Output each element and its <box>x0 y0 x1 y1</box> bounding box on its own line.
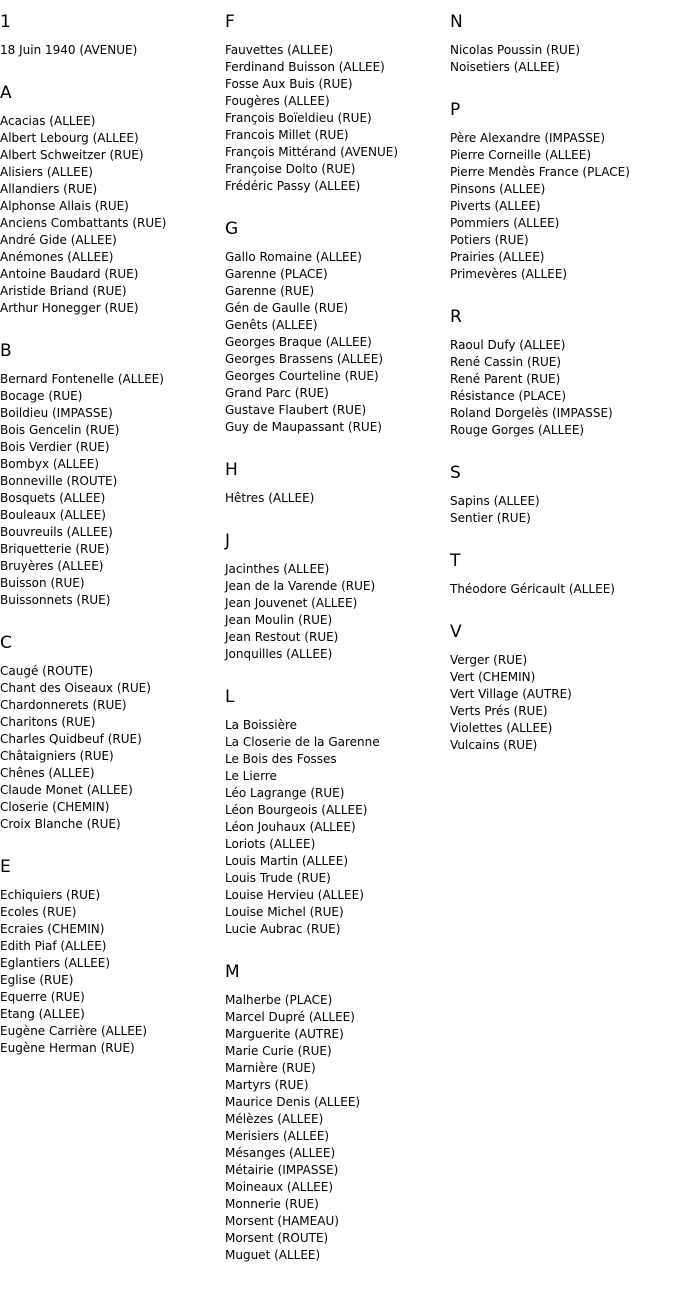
street-item[interactable]: Louis Trude (RUE) <box>225 871 331 885</box>
street-item[interactable]: Verts Prés (RUE) <box>450 704 548 718</box>
street-index-column-1 <box>0 0 222 1081</box>
street-item[interactable]: Raoul Dufy (ALLEE) <box>450 338 566 352</box>
street-item[interactable]: Antoine Baudard (RUE) <box>0 267 139 281</box>
street-item[interactable]: Vulcains (RUE) <box>450 738 538 752</box>
street-item[interactable]: Jean Moulin (RUE) <box>225 613 333 627</box>
street-item[interactable]: Charitons (RUE) <box>0 715 96 729</box>
letter-heading: G <box>225 219 239 239</box>
street-item[interactable]: Résistance (PLACE) <box>450 389 566 403</box>
street-item[interactable]: Anciens Combattants (RUE) <box>0 216 167 230</box>
street-item[interactable]: Mélèzes (ALLEE) <box>225 1112 324 1126</box>
street-item[interactable]: Etang (ALLEE) <box>0 1007 85 1021</box>
street-item[interactable]: Hêtres (ALLEE) <box>225 491 315 505</box>
street-item[interactable]: Bocage (RUE) <box>0 389 83 403</box>
street-item[interactable]: Closerie (CHEMIN) <box>0 800 110 814</box>
letter-section <box>450 307 675 439</box>
street-item[interactable]: Francois Millet (RUE) <box>225 128 349 142</box>
street-item[interactable]: Marguerite (AUTRE) <box>225 1027 344 1041</box>
letter-heading: E <box>0 857 11 877</box>
street-item[interactable]: Malherbe (PLACE) <box>225 993 333 1007</box>
letter-heading: N <box>450 12 463 32</box>
street-item[interactable]: Pierre Mendès France (PLACE) <box>450 165 630 179</box>
street-item[interactable]: Pierre Corneille (ALLEE) <box>450 148 592 162</box>
street-item[interactable]: Marcel Dupré (ALLEE) <box>225 1010 355 1024</box>
street-list <box>225 42 447 195</box>
street-item[interactable]: Monnerie (RUE) <box>225 1197 319 1211</box>
letter-heading: M <box>225 962 240 982</box>
street-list <box>225 717 447 938</box>
street-item[interactable]: Boildieu (IMPASSE) <box>0 406 113 420</box>
street-item[interactable]: Arthur Honegger (RUE) <box>0 301 139 315</box>
street-item[interactable]: Georges Courteline (RUE) <box>225 369 379 383</box>
letter-section <box>450 463 675 527</box>
letter-section <box>0 633 222 833</box>
letter-heading: V <box>450 622 462 642</box>
street-item[interactable]: Equerre (RUE) <box>0 990 85 1004</box>
street-item[interactable]: Ferdinand Buisson (ALLEE) <box>225 60 385 74</box>
street-item[interactable]: Claude Monet (ALLEE) <box>0 783 133 797</box>
street-item[interactable]: Bouvreuils (ALLEE) <box>0 525 113 539</box>
street-item[interactable]: Grand Parc (RUE) <box>225 386 329 400</box>
street-item[interactable]: Frédéric Passy (ALLEE) <box>225 179 361 193</box>
street-item[interactable]: Muguet (ALLEE) <box>225 1248 321 1262</box>
street-item[interactable]: Allandiers (RUE) <box>0 182 98 196</box>
street-item[interactable]: Ecoles (RUE) <box>0 905 77 919</box>
letter-heading: S <box>450 463 461 483</box>
street-item[interactable]: Verger (RUE) <box>450 653 528 667</box>
letter-section <box>0 341 222 609</box>
street-item[interactable]: Jean Jouvenet (ALLEE) <box>225 596 358 610</box>
street-item[interactable]: Le Bois des Fosses <box>225 752 337 766</box>
street-item[interactable]: Françoise Dolto (RUE) <box>225 162 356 176</box>
street-item[interactable]: Prairies (ALLEE) <box>450 250 545 264</box>
street-list <box>225 992 447 1264</box>
street-index-column-3 <box>450 0 675 778</box>
street-item[interactable]: Bernard Fontenelle (ALLEE) <box>0 372 164 386</box>
street-item[interactable]: Edith Piaf (ALLEE) <box>0 939 107 953</box>
street-item[interactable]: François Boïeldieu (RUE) <box>225 111 372 125</box>
street-item[interactable]: Sentier (RUE) <box>450 511 531 525</box>
letter-section <box>225 962 447 1264</box>
street-item[interactable]: Eglantiers (ALLEE) <box>0 956 111 970</box>
street-item[interactable]: Ecraies (CHEMIN) <box>0 922 105 936</box>
letter-section <box>0 83 222 317</box>
street-item[interactable]: Martyrs (RUE) <box>225 1078 309 1092</box>
street-item[interactable]: Garenne (RUE) <box>225 284 315 298</box>
street-item[interactable]: 18 Juin 1940 (AVENUE) <box>0 43 138 57</box>
street-item[interactable]: Alphonse Allais (RUE) <box>0 199 129 213</box>
street-item[interactable]: Le Lierre <box>225 769 277 783</box>
street-item[interactable]: Pommiers (ALLEE) <box>450 216 560 230</box>
street-item[interactable]: Violettes (ALLEE) <box>450 721 553 735</box>
street-item[interactable]: Chant des Oiseaux (RUE) <box>0 681 151 695</box>
street-item[interactable]: Marie Curie (RUE) <box>225 1044 332 1058</box>
street-list <box>0 371 222 609</box>
street-item[interactable]: Châtaigniers (RUE) <box>0 749 114 763</box>
street-item[interactable]: Bonneville (ROUTE) <box>0 474 118 488</box>
street-item[interactable]: Jean Restout (RUE) <box>225 630 339 644</box>
street-item[interactable]: Marnière (RUE) <box>225 1061 316 1075</box>
street-item[interactable]: Bouleaux (ALLEE) <box>0 508 106 522</box>
street-item[interactable]: Métairie (IMPASSE) <box>225 1163 339 1177</box>
letter-section <box>225 460 447 507</box>
street-item[interactable]: Jean de la Varende (RUE) <box>225 579 376 593</box>
street-item[interactable]: Buisson (RUE) <box>0 576 85 590</box>
street-item[interactable]: René Cassin (RUE) <box>450 355 562 369</box>
street-item[interactable]: François Mittérand (AVENUE) <box>225 145 399 159</box>
street-list <box>450 42 675 76</box>
street-item[interactable]: Théodore Géricault (ALLEE) <box>450 582 615 596</box>
street-item[interactable]: Caugé (ROUTE) <box>0 664 93 678</box>
street-item[interactable]: André Gide (ALLEE) <box>0 233 117 247</box>
letter-heading: L <box>225 687 235 707</box>
street-item[interactable]: Echiquiers (RUE) <box>0 888 101 902</box>
street-item[interactable]: Piverts (ALLEE) <box>450 199 541 213</box>
street-item[interactable]: René Parent (RUE) <box>450 372 561 386</box>
street-list <box>0 42 222 59</box>
street-item[interactable]: Sapins (ALLEE) <box>450 494 540 508</box>
street-item[interactable]: Louise Michel (RUE) <box>225 905 344 919</box>
street-item[interactable]: Briquetterie (RUE) <box>0 542 110 556</box>
street-item[interactable]: Merisiers (ALLEE) <box>225 1129 330 1143</box>
street-item[interactable]: Chardonnerets (RUE) <box>0 698 127 712</box>
street-list <box>0 887 222 1057</box>
street-item[interactable]: Albert Lebourg (ALLEE) <box>0 131 139 145</box>
street-list <box>225 249 447 436</box>
street-item[interactable]: Fosse Aux Buis (RUE) <box>225 77 353 91</box>
letter-section <box>225 219 447 436</box>
street-item[interactable]: Croix Blanche (RUE) <box>0 817 121 831</box>
letter-heading: R <box>450 307 462 327</box>
street-item[interactable]: Garenne (PLACE) <box>225 267 328 281</box>
street-list <box>0 113 222 317</box>
street-item[interactable]: Rouge Gorges (ALLEE) <box>450 423 585 437</box>
letter-heading: H <box>225 460 238 480</box>
street-item[interactable]: Vert (CHEMIN) <box>450 670 536 684</box>
street-item[interactable]: Aristide Briand (RUE) <box>0 284 127 298</box>
street-item[interactable]: Loriots (ALLEE) <box>225 837 316 851</box>
letter-section <box>450 622 675 754</box>
street-item[interactable]: Morsent (HAMEAU) <box>225 1214 339 1228</box>
street-item[interactable]: Pinsons (ALLEE) <box>450 182 546 196</box>
letter-section <box>225 12 447 195</box>
street-item[interactable]: Alisiers (ALLEE) <box>0 165 93 179</box>
street-item[interactable]: Chênes (ALLEE) <box>0 766 95 780</box>
street-item[interactable]: Jonquilles (ALLEE) <box>225 647 333 661</box>
street-list <box>450 337 675 439</box>
street-item[interactable]: Anémones (ALLEE) <box>0 250 114 264</box>
street-item[interactable]: Léon Jouhaux (ALLEE) <box>225 820 356 834</box>
street-item[interactable]: Acacias (ALLEE) <box>0 114 96 128</box>
street-item[interactable]: Charles Quidbeuf (RUE) <box>0 732 142 746</box>
street-item[interactable]: Eugène Herman (RUE) <box>0 1041 135 1055</box>
letter-heading: 1 <box>0 12 11 32</box>
letter-heading: T <box>450 551 461 571</box>
letter-heading: P <box>450 100 461 120</box>
street-item[interactable]: Bruyères (ALLEE) <box>0 559 104 573</box>
street-list <box>450 581 675 598</box>
street-item[interactable]: Gallo Romaine (ALLEE) <box>225 250 362 264</box>
street-item[interactable]: La Closerie de la Garenne <box>225 735 380 749</box>
street-item[interactable]: La Boissière <box>225 718 298 732</box>
street-item[interactable]: Fauvettes (ALLEE) <box>225 43 334 57</box>
street-item[interactable]: Guy de Maupassant (RUE) <box>225 420 382 434</box>
letter-section <box>0 12 222 59</box>
street-item[interactable]: Nicolas Poussin (RUE) <box>450 43 581 57</box>
street-item[interactable]: Georges Brassens (ALLEE) <box>225 352 383 366</box>
street-item[interactable]: Buissonnets (RUE) <box>0 593 111 607</box>
street-item[interactable]: Maurice Denis (ALLEE) <box>225 1095 361 1109</box>
street-item[interactable]: Mésanges (ALLEE) <box>225 1146 336 1160</box>
letter-heading: J <box>225 531 231 551</box>
street-item[interactable]: Eugène Carrière (ALLEE) <box>0 1024 148 1038</box>
street-item[interactable]: Léon Bourgeois (ALLEE) <box>225 803 368 817</box>
street-list <box>450 493 675 527</box>
street-item[interactable]: Genêts (ALLEE) <box>225 318 318 332</box>
street-item[interactable]: Lucie Aubrac (RUE) <box>225 922 341 936</box>
street-list <box>450 130 675 283</box>
street-item[interactable]: Bois Gencelin (RUE) <box>0 423 120 437</box>
street-list <box>225 561 447 663</box>
street-item[interactable]: Georges Braque (ALLEE) <box>225 335 372 349</box>
street-item[interactable]: Noisetiers (ALLEE) <box>450 60 560 74</box>
letter-heading: F <box>225 12 235 32</box>
street-item[interactable]: Morsent (ROUTE) <box>225 1231 329 1245</box>
street-item[interactable]: Potiers (RUE) <box>450 233 529 247</box>
street-item[interactable]: Bois Verdier (RUE) <box>0 440 110 454</box>
street-list <box>225 490 447 507</box>
street-item[interactable]: Albert Schweitzer (RUE) <box>0 148 144 162</box>
letter-section <box>0 857 222 1057</box>
street-item[interactable]: Primevères (ALLEE) <box>450 267 568 281</box>
street-item[interactable]: Bombyx (ALLEE) <box>0 457 100 471</box>
street-item[interactable]: Eglise (RUE) <box>0 973 74 987</box>
street-index-column-2 <box>225 0 447 1288</box>
street-item[interactable]: Gén de Gaulle (RUE) <box>225 301 349 315</box>
letter-section <box>450 551 675 598</box>
street-item[interactable]: Roland Dorgelès (IMPASSE) <box>450 406 613 420</box>
letter-heading: A <box>0 83 12 103</box>
street-item[interactable]: Jacinthes (ALLEE) <box>225 562 330 576</box>
letter-section <box>225 687 447 938</box>
letter-heading: C <box>0 633 12 653</box>
letter-heading: B <box>0 341 12 361</box>
street-item[interactable]: Gustave Flaubert (RUE) <box>225 403 367 417</box>
letter-section <box>450 100 675 283</box>
street-list <box>0 663 222 833</box>
street-item[interactable]: Moineaux (ALLEE) <box>225 1180 333 1194</box>
street-item[interactable]: Léo Lagrange (RUE) <box>225 786 345 800</box>
street-item[interactable]: Louise Hervieu (ALLEE) <box>225 888 364 902</box>
street-item[interactable]: Fougères (ALLEE) <box>225 94 330 108</box>
street-item[interactable]: Vert Village (AUTRE) <box>450 687 572 701</box>
street-list <box>450 652 675 754</box>
street-item[interactable]: Louis Martin (ALLEE) <box>225 854 349 868</box>
street-item[interactable]: Père Alexandre (IMPASSE) <box>450 131 606 145</box>
letter-section <box>225 531 447 663</box>
letter-section <box>450 12 675 76</box>
street-item[interactable]: Bosquets (ALLEE) <box>0 491 106 505</box>
